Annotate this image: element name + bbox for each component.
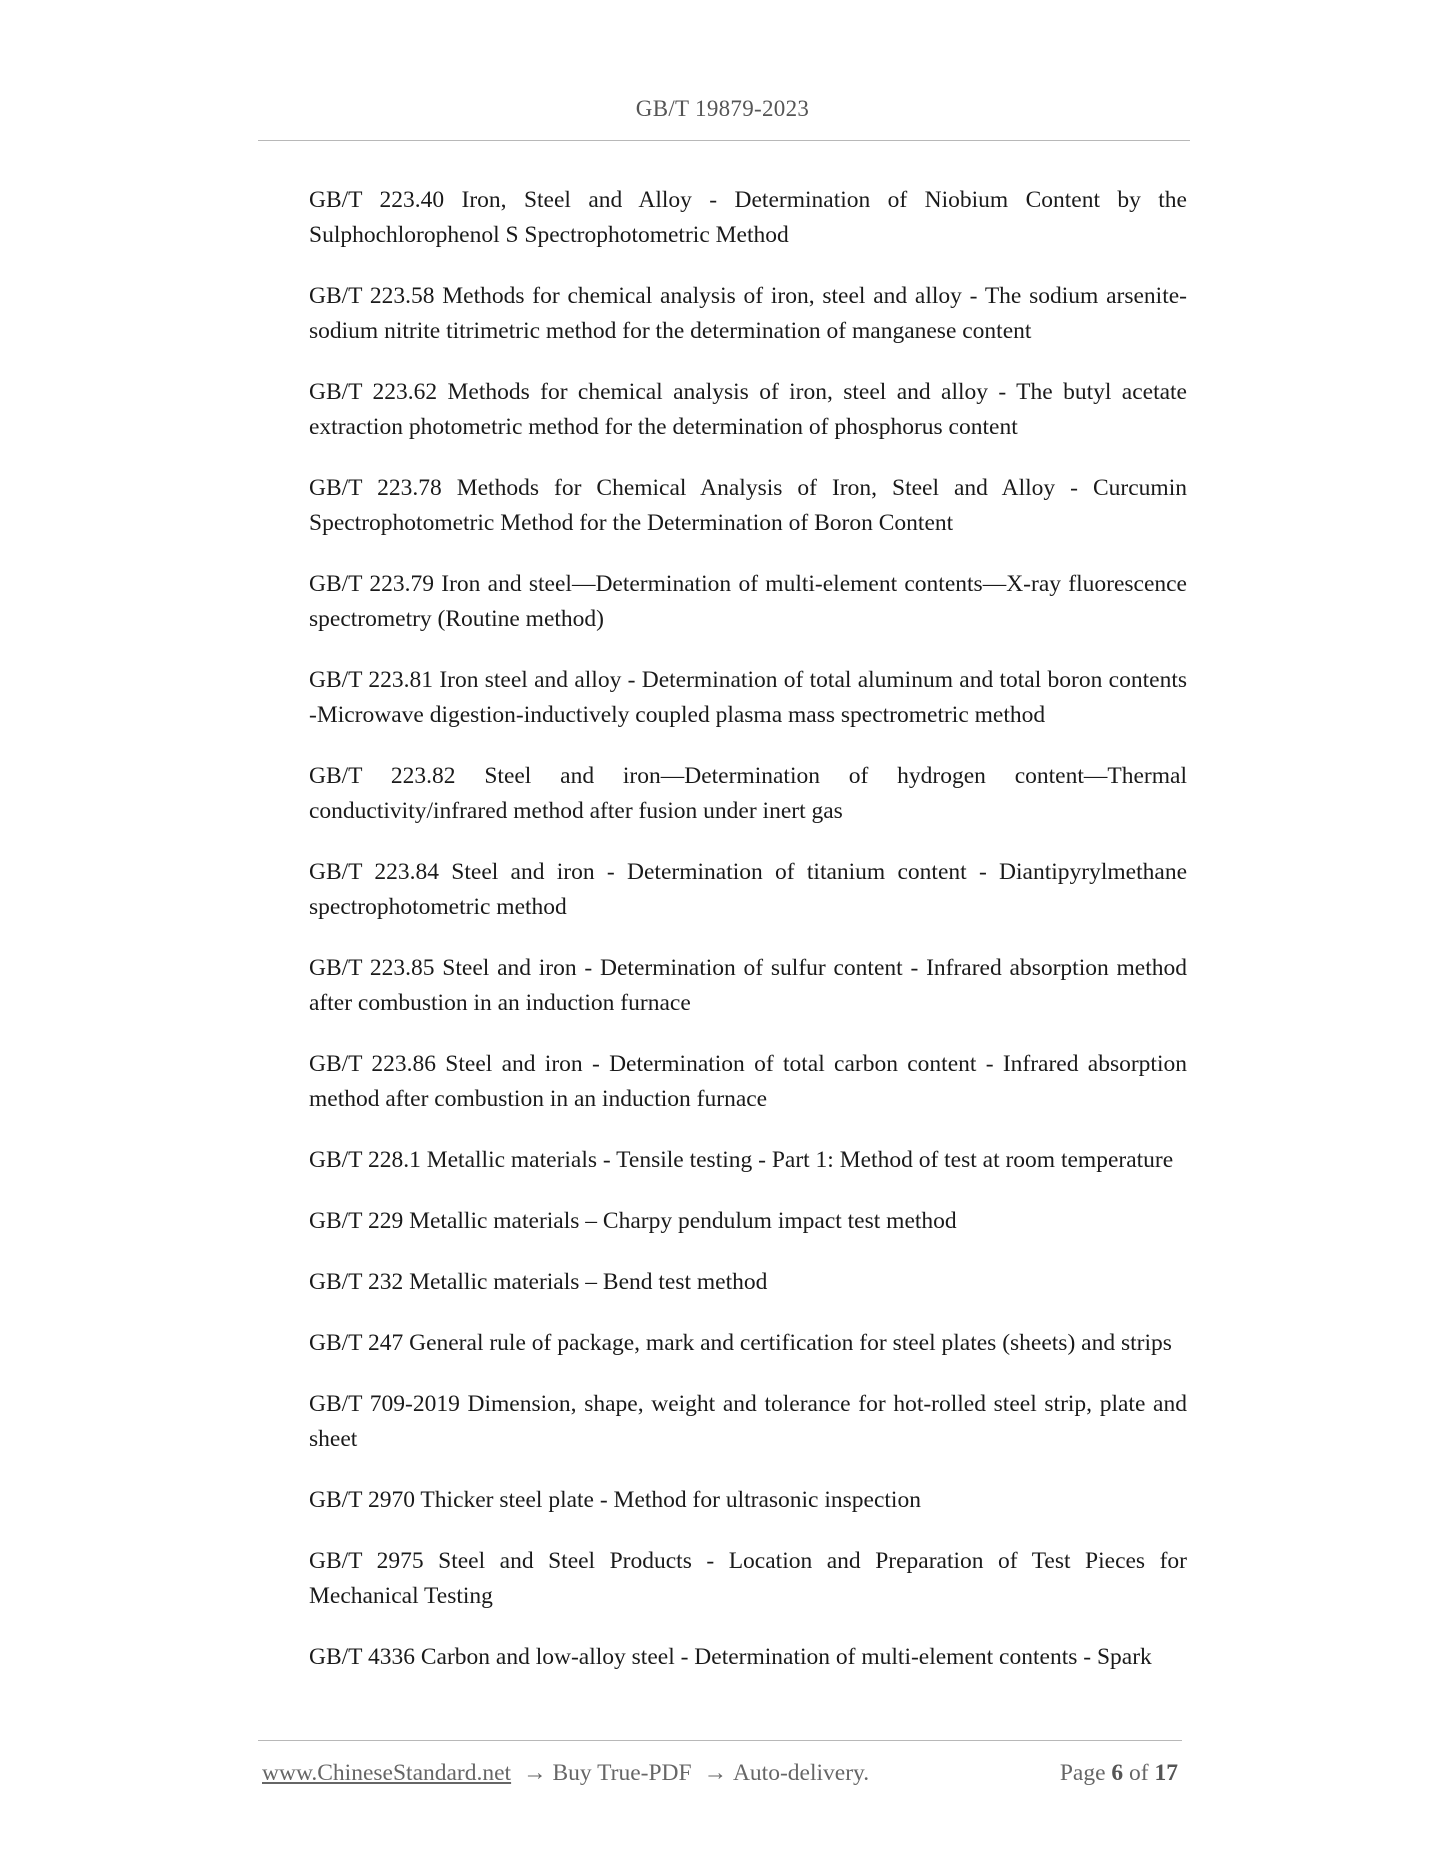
reference-entry: GB/T 2975 Steel and Steel Products - Location and Preparation of Test Pieces for Mechanical Testing: [309, 1548, 1187, 1609]
reference-entry: GB/T 223.82 Steel and iron—Determination of hydrogen content—Thermal conductivity/infrared method after fusion under inert gas: [309, 763, 1187, 824]
buy-true-pdf-text: Buy True-PDF: [552, 1760, 692, 1786]
page-footer: [262, 1760, 1182, 1794]
reference-entry: GB/T 4336 Carbon and low-alloy steel - Determination of multi-element contents - Spark: [309, 1644, 1152, 1670]
reference-entry: GB/T 223.78 Methods for Chemical Analysis of Iron, Steel and Alloy - Curcumin Spectrophotometric Method for the Determination of Boron Content: [309, 475, 1187, 536]
reference-entry: GB/T 223.79 Iron and steel—Determination of multi-element contents—X-ray fluorescence spectrometry (Routine method): [309, 571, 1187, 632]
normative-references-list: [309, 183, 1187, 1701]
page-current: 6: [1111, 1760, 1124, 1786]
reference-entry: GB/T 223.86 Steel and iron - Determination of total carbon content - Infrared absorption method after combustion in an induction furnace: [309, 1051, 1187, 1112]
reference-entry: GB/T 247 General rule of package, mark and certification for steel plates (sheets) and strips: [309, 1330, 1172, 1356]
footer-divider: [258, 1740, 1182, 1741]
arrow-right-icon: →: [703, 1760, 727, 1786]
header-divider: [258, 140, 1190, 141]
arrow-right-icon: →: [522, 1760, 547, 1786]
reference-entry: GB/T 223.81 Iron steel and alloy - Determination of total aluminum and total boron contents -Microwave digestion-inductively coupled plasma mass spectrometric method: [309, 667, 1187, 728]
site-link[interactable]: www.ChineseStandard.net: [262, 1760, 512, 1786]
reference-entry: GB/T 709-2019 Dimension, shape, weight and tolerance for hot-rolled steel strip, plate and sheet: [309, 1391, 1187, 1452]
page-of-label: of: [1129, 1760, 1149, 1786]
reference-entry: GB/T 223.58 Methods for chemical analysis of iron, steel and alloy - The sodium arsenite-sodium nitrite titrimetric method for the determination of manganese content: [309, 283, 1187, 344]
reference-entry: GB/T 223.62 Methods for chemical analysis of iron, steel and alloy - The butyl acetate extraction photometric method for the determination of phosphorus content: [309, 379, 1187, 440]
reference-entry: GB/T 223.40 Iron, Steel and Alloy - Determination of Niobium Content by the Sulphochlorophenol S Spectrophotometric Method: [309, 187, 1187, 248]
reference-entry: GB/T 228.1 Metallic materials - Tensile testing - Part 1: Method of test at room temperature: [309, 1147, 1174, 1173]
footer-promo: [262, 1760, 869, 1787]
page-indicator: [1060, 1760, 1178, 1787]
reference-entry: GB/T 229 Metallic materials – Charpy pendulum impact test method: [309, 1208, 957, 1234]
reference-entry: GB/T 2970 Thicker steel plate - Method for ultrasonic inspection: [309, 1487, 921, 1513]
running-header: GB/T 19879-2023: [635, 96, 810, 121]
auto-delivery-text: Auto-delivery.: [732, 1760, 870, 1786]
reference-entry: GB/T 232 Metallic materials – Bend test method: [309, 1269, 768, 1295]
page-label: Page: [1059, 1760, 1106, 1786]
page-total: 17: [1154, 1760, 1178, 1786]
reference-entry: GB/T 223.85 Steel and iron - Determination of sulfur content - Infrared absorption method after combustion in an induction furnace: [309, 955, 1187, 1016]
reference-entry: GB/T 223.84 Steel and iron - Determination of titanium content - Diantipyrylmethane spectrophotometric method: [309, 859, 1187, 920]
